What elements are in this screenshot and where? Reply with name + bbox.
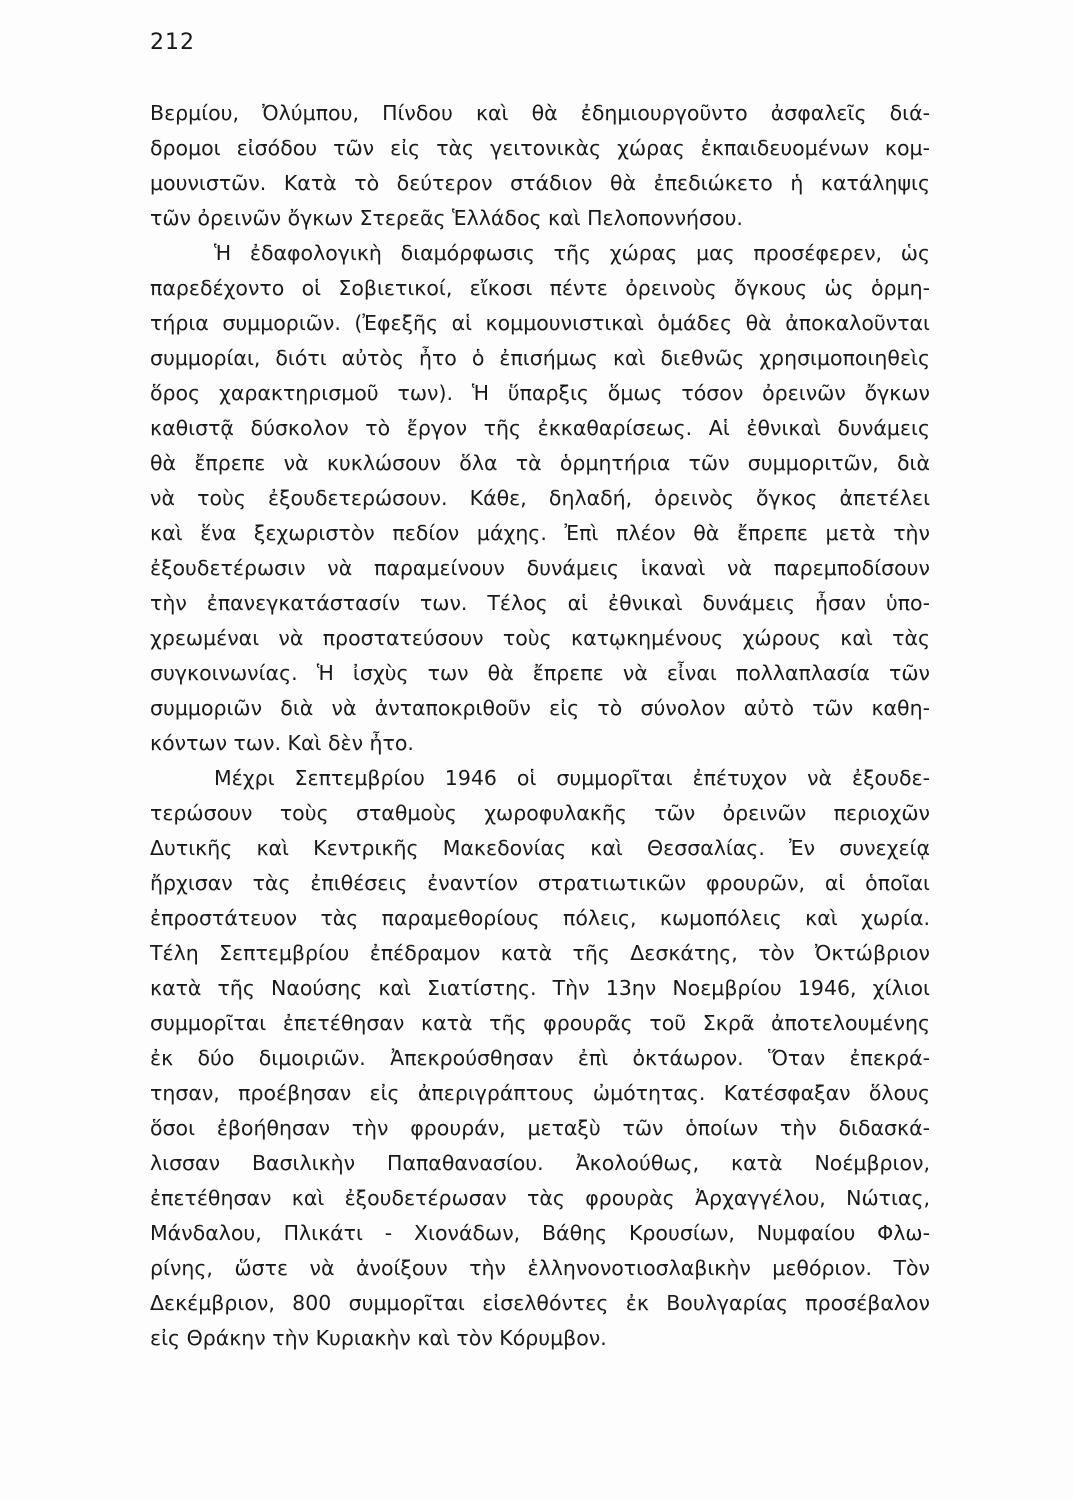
text-line: καὶ ἕνα ξεχωριστὸν πεδίον μάχης. Ἐπὶ πλέον θὰ ἔπρεπε μετὰ τὴν	[150, 521, 930, 545]
text-line: Δυτικῆς καὶ Κεντρικῆς Μακεδονίας καὶ Θεσσαλίας. Ἐν συνεχείᾳ	[150, 836, 930, 860]
text-line: παρεδέχοντο οἱ Σοβιετικοί, εἴκοσι πέντε ὀρεινοὺς ὄγκους ὡς ὁρμη-	[150, 276, 930, 300]
text-line: ἐπετέθησαν καὶ ἐξουδετέρωσαν τὰς φρουρὰς Ἀρχαγγέλου, Νώτιας,	[150, 1186, 930, 1210]
text-line: συγκοινωνίας. Ἡ ἰσχὺς των θὰ ἔπρεπε νὰ εἶναι πολλαπλασία τῶν	[150, 661, 930, 685]
text-line: μουνιστῶν. Κατὰ τὸ δεύτερον στάδιον θὰ ἐπεδιώκετο ἡ κατάληψις	[150, 171, 930, 195]
text-line: συμμορίαι, διότι αὐτὸς ἦτο ὁ ἐπισήμως καὶ διεθνῶς χρησιμοποιηθεὶς	[150, 346, 930, 370]
text-line: Μάνδαλου, Πλικάτι - Χιονάδων, Βάθης Κρουσίων, Νυμφαίου Φλω-	[150, 1221, 930, 1245]
text-line: καθιστᾷ δύσκολον τὸ ἔργον τῆς ἐκκαθαρίσεως. Αἱ ἐθνικαὶ δυνάμεις	[150, 416, 930, 440]
text-line: Τέλη Σεπτεμβρίου ἐπέδραμον κατὰ τῆς Δεσκάτης, τὸν Ὀκτώβριον	[150, 941, 930, 965]
text-line: εἰς Θράκην τὴν Κυριακὴν καὶ τὸν Κόρυμβον.	[150, 1326, 607, 1350]
text-line: ὅσοι ἐβοήθησαν τὴν φρουράν, μεταξὺ τῶν ὁποίων τὴν διδασκά-	[150, 1116, 930, 1140]
text-line: δρομοι εἰσόδου τῶν εἰς τὰς γειτονικὰς χώρας ἐκπαιδευομένων κομ-	[150, 136, 930, 160]
text-line: χρεωμέναι νὰ προστατεύσουν τοὺς κατῳκημένους χώρους καὶ τὰς	[150, 626, 930, 650]
text-line: ἐπροστάτευον τὰς παραμεθορίους πόλεις, κωμοπόλεις καὶ χωρία.	[150, 906, 930, 930]
body-text	[150, 96, 930, 1356]
text-line: τῶν ὀρεινῶν ὄγκων Στερεᾶς Ἑλλάδος καὶ Πελοποννήσου.	[150, 206, 743, 230]
text-line: Δεκέμβριον, 800 συμμορῖται εἰσελθόντες ἐκ Βουλγαρίας προσέβαλον	[150, 1291, 930, 1315]
text-line: ὅρος χαρακτηρισμοῦ των). Ἡ ὕπαρξις ὅμως τόσον ὀρεινῶν ὄγκων	[150, 381, 930, 405]
paragraph-1	[150, 96, 930, 236]
text-line: τερώσουν τοὺς σταθμοὺς χωροφυλακῆς τῶν ὀρεινῶν περιοχῶν	[150, 801, 930, 825]
page-number: 212	[150, 30, 195, 55]
text-line: λισσαν Βασιλικὴν Παπαθανασίου. Ἀκολούθως, κατὰ Νοέμβριον,	[150, 1151, 930, 1175]
text-line: τησαν, προέβησαν εἰς ἀπεριγράπτους ὠμότητας. Κατέσφαξαν ὅλους	[150, 1081, 930, 1105]
text-line: κατὰ τῆς Ναούσης καὶ Σιατίστης. Τὴν 13ην Νοεμβρίου 1946, χίλιοι	[150, 976, 930, 1000]
text-line: συμμορῖται ἐπετέθησαν κατὰ τῆς φρουρᾶς τοῦ Σκρᾶ ἀποτελουμένης	[150, 1011, 930, 1035]
text-line: ἐκ δύο διμοιριῶν. Ἀπεκρούσθησαν ἐπὶ ὀκτάωρον. Ὅταν ἐπεκρά-	[150, 1046, 930, 1070]
paragraph-2	[150, 236, 930, 761]
paragraph-3	[150, 761, 930, 1356]
text-line: ρίνης, ὥστε νὰ ἀνοίξουν τὴν ἑλληνονοτιοσλαβικὴν μεθόριον. Τὸν	[150, 1256, 930, 1280]
text-line: ἤρχισαν τὰς ἐπιθέσεις ἐναντίον στρατιωτικῶν φρουρῶν, αἱ ὁποῖαι	[150, 871, 930, 895]
text-line: συμμοριῶν διὰ νὰ ἀνταποκριθοῦν εἰς τὸ σύνολον αὐτὸ τῶν καθη-	[150, 696, 930, 720]
text-line: τὴν ἐπανεγκατάστασίν των. Τέλος αἱ ἐθνικαὶ δυνάμεις ἦσαν ὑπο-	[150, 591, 930, 615]
text-line: νὰ τοὺς ἐξουδετερώσουν. Κάθε, δηλαδή, ὀρεινὸς ὄγκος ἀπετέλει	[150, 486, 930, 510]
text-line: κόντων των. Καὶ δὲν ἦτο.	[150, 731, 414, 755]
text-line: θὰ ἔπρεπε νὰ κυκλώσουν ὅλα τὰ ὁρμητήρια τῶν συμμοριτῶν, διὰ	[150, 451, 930, 475]
text-line: Βερμίου, Ὀλύμπου, Πίνδου καὶ θὰ ἐδημιουργοῦντο ἀσφαλεῖς διά-	[150, 101, 930, 125]
text-line: τήρια συμμοριῶν. (Ἐφεξῆς αἱ κομμουνιστικαὶ ὁμάδες θὰ ἀποκαλοῦνται	[150, 311, 930, 335]
text-line: ἐξουδετέρωσιν νὰ παραμείνουν δυνάμεις ἱκαναὶ νὰ παρεμποδίσουν	[150, 556, 930, 580]
text-line: Ἡ ἐδαφολογικὴ διαμόρφωσις τῆς χώρας μας προσέφερεν, ὡς	[214, 241, 930, 265]
text-line: Μέχρι Σεπτεμβρίου 1946 οἱ συμμορῖται ἐπέτυχον νὰ ἐξουδε-	[214, 766, 930, 790]
